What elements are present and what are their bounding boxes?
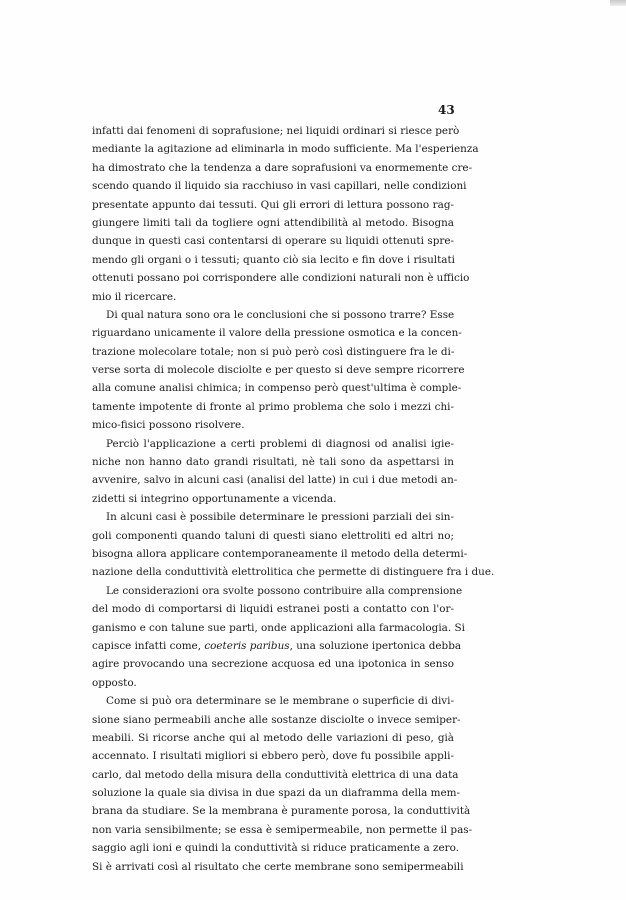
text-line: tamente impotente di fronte al primo problema che solo i mezzi chi- [92, 400, 454, 413]
text-line: avvenire, salvo in alcuni casi (analisi del latte) in cui i due metodi an- [92, 474, 458, 487]
text-line: carlo, dal metodo della misura della conduttività elettrica di una data [92, 768, 459, 781]
page-number: 43 [438, 103, 455, 117]
text-line: capisce infatti come, coeteris paribus, una soluzione ipertonica debba [92, 639, 462, 652]
text-line: mio il ricercare. [92, 290, 177, 303]
text-line: giungere limiti tali da togliere ogni attendibilità al metodo. Bisogna [92, 216, 454, 229]
text-line: In alcuni casi è possibile determinare le pressioni parziali dei sin- [106, 511, 454, 524]
text-line: saggio agli ioni e quindi la conduttività si riduce praticamente a zero. [92, 842, 459, 855]
text-line: ha dimostrato che la tendenza a dare soprafusioni va enormemente cre- [92, 161, 473, 174]
text-line: verse sorta di molecole disciolte e per questo si deve sempre ricorrere [92, 364, 465, 377]
text-line: goli componenti quando taluni di questi siano elettroliti ed altri no; [92, 529, 454, 542]
text-line: mendo gli organi o i tessuti; quanto ciò sia lecito e fin dove i risultati [92, 253, 455, 266]
text-line: accennato. I risultati migliori si ebbero però, dove fu possibile appli- [92, 750, 454, 763]
text-line: alla comune analisi chimica; in compenso però quest'ultima è comple- [92, 382, 462, 395]
italic-phrase: coeteris paribus [204, 639, 290, 652]
text-line: bisogna allora applicare contemporaneamente il metodo della determi- [92, 547, 468, 560]
scan-corner-mark [610, 0, 626, 6]
text-line: niche non hanno dato grandi risultati, nè tali sono da aspettarsi in [92, 456, 454, 469]
text-line: scendo quando il liquido sia racchiuso in vasi capillari, nelle condizioni [92, 180, 467, 193]
text-line: mediante la agitazione ad eliminarla in modo sufficiente. Ma l'esperienza [92, 143, 479, 156]
text-line: opposto. [92, 676, 137, 689]
text-line: sione siano permeabili anche alle sostanze disciolte o invece semiper- [92, 713, 461, 726]
text-line: ottenuti possano poi corrispondere alle condizioni naturali non è ufficio [92, 272, 470, 285]
text-line: Perciò l'applicazione a certi problemi di diagnosi od analisi igie- [106, 437, 454, 450]
text-line: infatti dai fenomeni di soprafusione; nei liquidi ordinari si riesce però [92, 125, 460, 137]
text-line: riguardano unicamente il valore della pressione osmotica e la concen- [92, 327, 462, 340]
text-line: nazione della conduttività elettrolitica che permette di distinguere fra i due. [92, 566, 495, 579]
text-line: soluzione la quale sia divisa in due spazi da un diaframma della mem- [92, 787, 461, 800]
text-line: del modo di comportarsi di liquidi estranei posti a contatto con l'or- [92, 603, 454, 616]
text-line: agire provocando una secrezione acquosa ed una ipotonica in senso [92, 658, 454, 671]
text-line: Come si può ora determinare se le membrane o superficie di divi- [106, 695, 454, 708]
text-line: trazione molecolare totale; non si può però così distinguere fra le di- [92, 345, 455, 358]
text-line: Le considerazioni ora svolte possono contribuire alla comprensione [106, 584, 463, 597]
text-line: Di qual natura sono ora le conclusioni che si possono trarre? Esse [106, 308, 455, 321]
text-line: mico-fisici possono risolvere. [92, 419, 245, 432]
text-line: Si è arrivati così al risultato che certe membrane sono semipermeabili [92, 860, 464, 873]
text-line: presentate appunto dai tessuti. Qui gli errori di lettura possono rag- [92, 198, 454, 211]
text-line: zidetti si integrino opportunamente a vicenda. [92, 492, 337, 505]
text-line: ganismo e con talune sue parti, onde applicazioni alla farmacologia. Si [92, 621, 465, 634]
body-text [92, 122, 495, 876]
text-line: non varia sensibilmente; se essa è semipermeabile, non permette il pas- [92, 823, 473, 836]
text-line: brana da studiare. Se la membrana è puramente porosa, la conduttività [92, 805, 471, 818]
text-line: dunque in questi casi contentarsi di operare su liquidi ottenuti spre- [92, 235, 454, 248]
text-line: meabili. Si ricorse anche qui al metodo delle variazioni di peso, già [92, 731, 454, 744]
